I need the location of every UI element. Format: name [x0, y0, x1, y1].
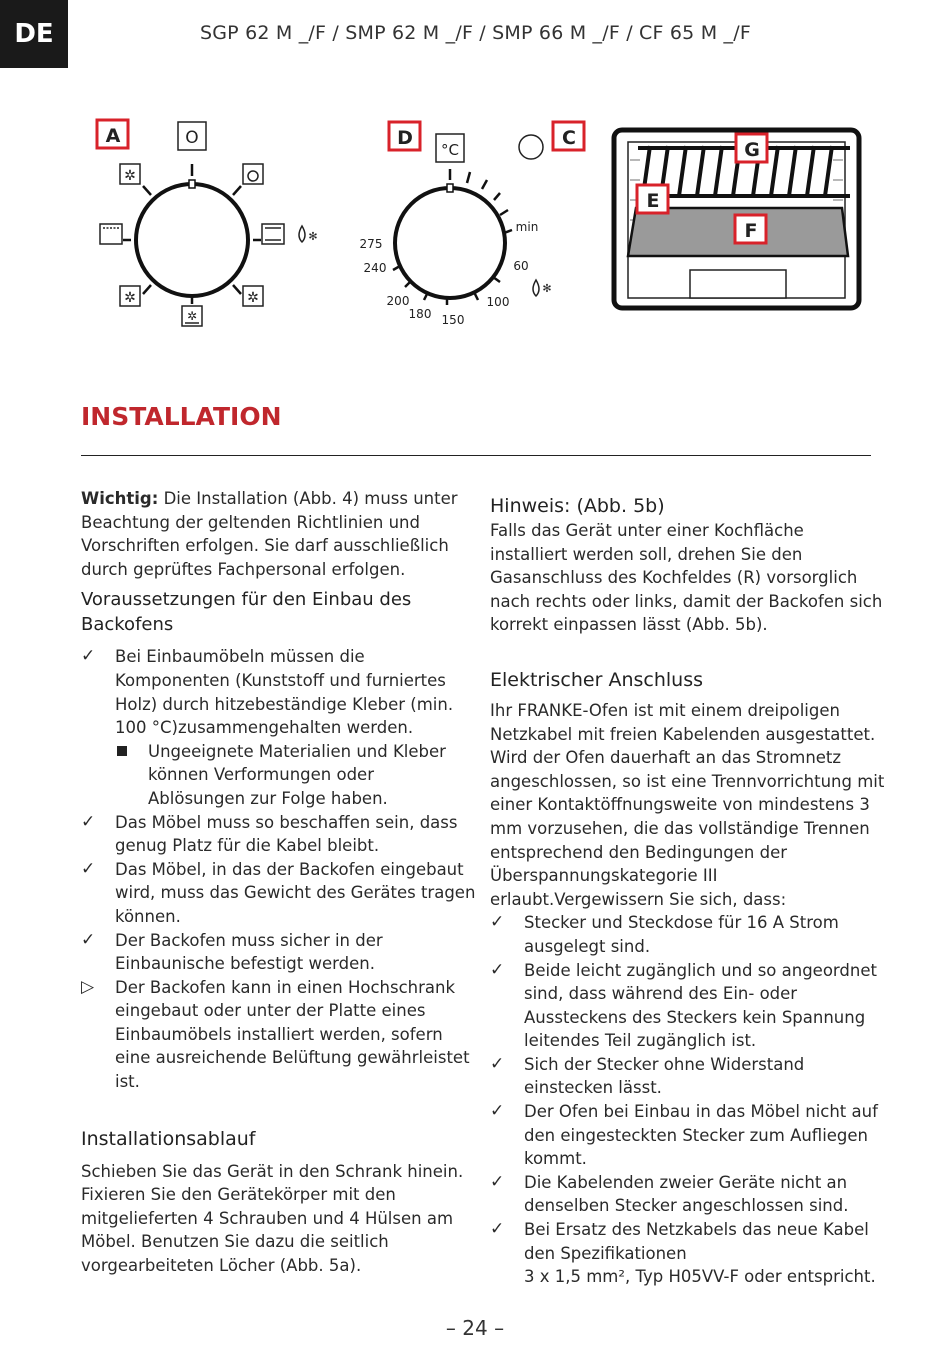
- tick-200: 200: [386, 294, 410, 308]
- list-item-text: Das Möbel muss so beschaffen sein, dass genug Platz für die Kabel bleibt.: [115, 812, 458, 856]
- note-heading: Hinweis: (Abb. 5b): [490, 495, 665, 517]
- intro-paragraph: [81, 487, 476, 581]
- list-item: [490, 1053, 885, 1100]
- svg-text:✻: ✻: [542, 282, 552, 295]
- page-number: – 24 –: [445, 1316, 505, 1340]
- check-icon: ✓: [81, 646, 96, 667]
- electric-checklist: [490, 911, 885, 1289]
- process-heading: Installationsablauf: [81, 1127, 256, 1150]
- list-item: [490, 1171, 885, 1218]
- off-symbol: O: [185, 128, 199, 148]
- list-item-text: Stecker und Steckdose für 16 A Strom ausgelegt sind.: [524, 913, 839, 956]
- check-icon: ✓: [490, 959, 505, 980]
- title-divider: [81, 455, 871, 456]
- list-item: [490, 959, 885, 1053]
- list-item-text: Der Ofen bei Einbau in das Möbel nicht auf den eingesteckten Stecker zum Aufliegen kommt.: [524, 1102, 878, 1169]
- fan-bottom-heat-icon: [182, 306, 202, 326]
- prereq-list-continued: [81, 811, 476, 1094]
- celsius-symbol: °C: [441, 141, 459, 159]
- triangle-bullet-icon: ▷: [81, 976, 95, 997]
- tick-min: min: [515, 220, 539, 234]
- tick-60: 60: [513, 259, 529, 273]
- check-icon: ✓: [490, 1053, 505, 1074]
- model-list: SGP 62 M _/F / SMP 62 M _/F / SMP 66 M _/F / CF 65 M _/F: [200, 22, 751, 44]
- list-item: [490, 911, 885, 958]
- section-title: INSTALLATION: [81, 402, 282, 431]
- list-item-square: [115, 740, 476, 811]
- check-icon: ✓: [490, 1171, 505, 1192]
- cable-spec: 3 x 1,5 mm², Typ H05VV-F oder entspricht.: [524, 1267, 876, 1287]
- thermostat-knob: [360, 122, 584, 327]
- note-paragraph: Falls das Gerät unter einer Kochfläche installiert werden soll, drehen Sie den Gasanschluss des Kochfeldes (R) vorsorglich nach rechts oder links, damit der Backofen sich korrekt einpassen lässt (Abb. 5b).: [490, 521, 883, 635]
- label-g: G: [744, 139, 760, 161]
- check-icon: ✓: [81, 858, 96, 879]
- function-selector-knob: [97, 120, 318, 326]
- tick-180: 180: [408, 307, 432, 321]
- oven-light-indicator: [519, 135, 543, 159]
- fan-bake-icon: [120, 164, 140, 184]
- svg-text:✻: ✻: [308, 230, 318, 243]
- svg-text:✲: ✲: [186, 309, 198, 323]
- check-icon: ✓: [490, 1101, 505, 1122]
- list-item: [81, 976, 476, 1094]
- list-item: [81, 645, 476, 739]
- defrost-icon: [299, 226, 318, 243]
- list-item: [81, 811, 476, 858]
- list-item-text: Beide leicht zugänglich und so angeordnet sind, dass während des Ein- oder Aussteckens des Steckers kein Spannung leitendes Teil zugänglich ist.: [524, 960, 877, 1051]
- list-item-text: Ungeeignete Materialien und Kleber können Verformungen oder Ablösungen zur Folge haben.: [148, 741, 446, 808]
- svg-text:✲: ✲: [124, 168, 136, 184]
- thermostat-defrost-icon: [533, 280, 552, 296]
- intro-label: Wichtig:: [81, 489, 159, 508]
- check-icon: ✓: [490, 1219, 505, 1240]
- electric-paragraph: Ihr FRANKE-Ofen ist mit einem dreipoligen Netzkabel mit freien Kabelenden ausgestattet. Wird der Ofen dauerhaft an das Stromnetz angeschlossen, so ist eine Trennvorrichtung mit einer Kontaktöffnungsweite von mindestens 3 mm vorzusehen, die das vollständige Trennen entsprechend den Bedingungen der Überspannungskategorie III erlaubt.Vergewissern Sie sich, dass:: [490, 700, 885, 909]
- check-icon: ✓: [81, 811, 96, 832]
- grill-icon: [100, 224, 122, 244]
- check-icon: ✓: [81, 929, 96, 950]
- thermostat-indicator: [447, 184, 453, 192]
- fan-lower-icon: [243, 286, 263, 306]
- language-badge: DE: [0, 0, 68, 68]
- electric-heading: Elektrischer Anschluss: [490, 668, 703, 691]
- label-a: A: [105, 125, 121, 147]
- list-item-text: Bei Ersatz des Netzkabels das neue Kabel den Spezifikationen: [524, 1220, 869, 1263]
- intro-text: Die Installation (Abb. 4) muss unter Beachtung der geltenden Richtlinien und Vorschriften erfolgen. Sie darf ausschließlich durch geprüftes Fachpersonal erfolgen.: [81, 489, 458, 579]
- prereq-heading: Voraussetzungen für den Einbau des Backofens: [81, 589, 412, 636]
- list-item-text: Die Kabelenden zweier Geräte nicht an denselben Stecker angeschlossen sind.: [524, 1172, 849, 1216]
- label-c: C: [562, 127, 576, 149]
- list-item: [81, 929, 476, 976]
- function-knob-indicator: [189, 180, 195, 188]
- right-column: [490, 493, 885, 1289]
- prereq-list: [81, 645, 476, 739]
- tick-275: 275: [359, 237, 383, 251]
- process-paragraph: Schieben Sie das Gerät in den Schrank hinein. Fixieren Sie den Gerätekörper mit den mitgelieferten 4 Schrauben und 4 Hülsen am Möbel. Benutzen Sie dazu die seitlich vorgearbeiteten Löcher (Abb. 5a).: [81, 1161, 464, 1276]
- svg-text:✲: ✲: [124, 290, 136, 306]
- tick-240: 240: [363, 261, 387, 275]
- label-d: D: [397, 127, 413, 149]
- tick-150: 150: [441, 313, 465, 327]
- left-column: [81, 487, 476, 1278]
- static-oven-icon: [262, 224, 284, 244]
- list-item-text: Sich der Stecker ohne Widerstand einstecken lässt.: [524, 1054, 805, 1098]
- label-e: E: [646, 190, 660, 212]
- fan-grill-icon: [120, 286, 140, 306]
- oven-floor-panel: [690, 270, 786, 298]
- square-bullet-icon: [117, 746, 127, 756]
- oven-lamp-icon: [243, 164, 263, 184]
- oven-controls-figure: [0, 100, 950, 350]
- list-item-text: Das Möbel, in das der Backofen eingebaut wird, muss das Gewicht des Gerätes tragen können.: [115, 859, 476, 926]
- list-item-text: Bei Einbaumöbeln müssen die Komponenten (Kunststoff und furniertes Holz) durch hitzebeständige Kleber (min. 100 °C)zusammengehalten werden.: [115, 647, 454, 738]
- oven-cavity-illustration: [614, 130, 859, 308]
- svg-text:✲: ✲: [247, 290, 259, 306]
- list-item: [490, 1100, 885, 1171]
- list-item: [490, 1218, 885, 1289]
- tick-100: 100: [486, 295, 510, 309]
- list-item: [81, 858, 476, 929]
- check-icon: ✓: [490, 912, 505, 933]
- list-item-text: Der Backofen muss sicher in der Einbaunische befestigt werden.: [115, 930, 383, 974]
- function-knob-dial: [136, 184, 248, 296]
- list-item-text: Der Backofen kann in einen Hochschrank eingebaut oder unter der Platte eines Einbaumöbels installiert werden, sofern eine ausreichende Belüftung gewährleistet ist.: [115, 977, 470, 1092]
- label-f: F: [744, 220, 758, 242]
